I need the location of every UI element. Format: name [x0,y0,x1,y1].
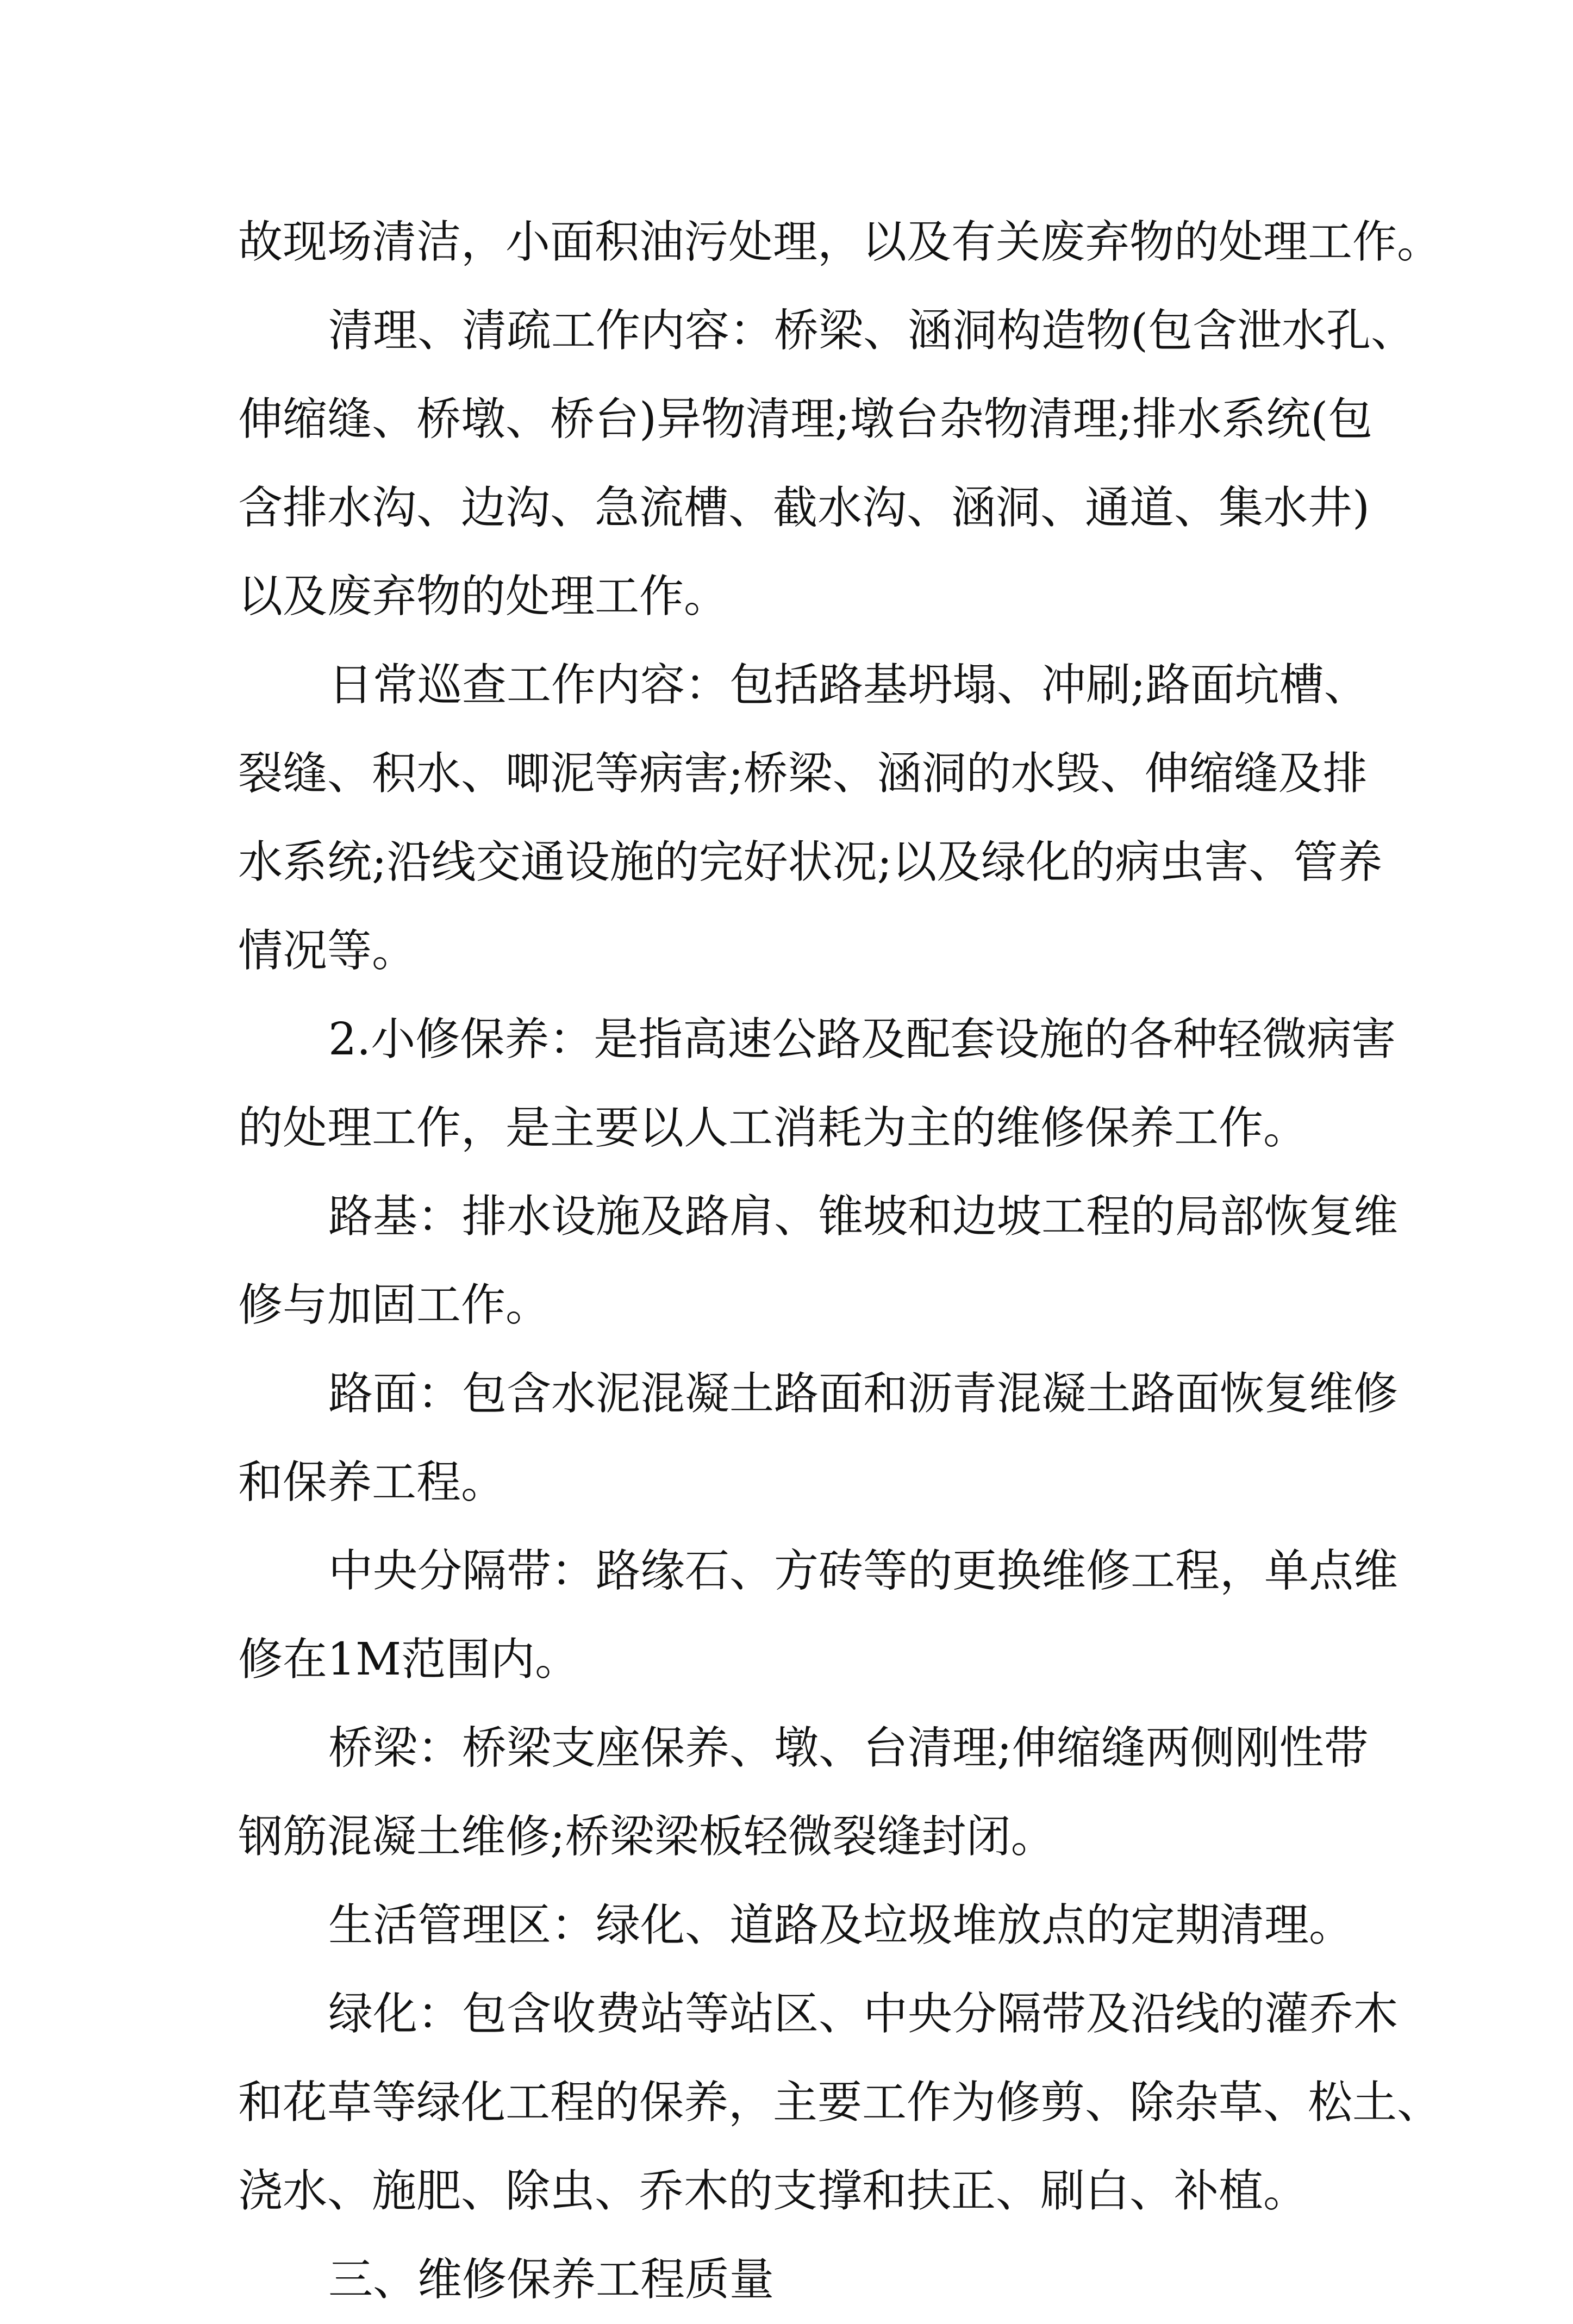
text-line: 裂缝、积水、唧泥等病害;桥梁、涵洞的水毁、伸缩缝及排 [238,748,1368,799]
text-line: 以及废弃物的处理工作。 [238,571,729,622]
text-line: 和保养工程。 [238,1457,506,1508]
section-heading: 三、维修保养工程质量 [328,2254,775,2306]
text-line: 修在1M范围内。 [238,1634,580,1685]
text-line: 情况等。 [238,925,417,977]
text-line: 含排水沟、边沟、急流槽、截水沟、涵洞、通道、集水井) [238,482,1370,534]
paragraph-first-line: 生活管理区：绿化、道路及垃圾堆放点的定期清理。 [328,1900,1354,1951]
paragraph-first-line: 日常巡查工作内容：包括路基坍塌、冲刷;路面坑槽、 [328,659,1369,711]
body-text [238,198,1442,2324]
paragraph-first-line: 中央分隔带：路缘石、方砖等的更换维修工程，单点维 [328,1545,1399,1597]
paragraph-first-line: 桥梁：桥梁支座保养、墩、台清理;伸缩缝两侧刚性带 [328,1722,1369,1774]
text-line: 的处理工作，是主要以人工消耗为主的维修保养工作。 [238,1102,1308,1154]
paragraph-first-line: 路基：排水设施及路肩、锥坡和边坡工程的局部恢复维 [328,1191,1399,1242]
paragraph-first-line: 绿化：包含收费站等站区、中央分隔带及沿线的灌乔木 [328,1988,1399,2040]
paragraph-first-line: 清理、清疏工作内容：桥梁、涵洞构造物(包含泄水孔、 [328,305,1415,357]
text-line: 故现场清洁，小面积油污处理，以及有关废弃物的处理工作。 [238,216,1442,268]
text-line: 伸缩缝、桥墩、桥台)异物清理;墩台杂物清理;排水系统(包 [238,393,1373,445]
text-line: 修与加固工作。 [238,1279,551,1331]
text-line: 和花草等绿化工程的保养，主要工作为修剪、除杂草、松土、 [238,2077,1442,2128]
text-line: 水系统;沿线交通设施的完好状况;以及绿化的病虫害、管养 [238,836,1383,888]
text-line: 钢筋混凝土维修;桥梁梁板轻微裂缝封闭。 [238,1811,1056,1863]
paragraph-first-line: 路面：包含水泥混凝土路面和沥青混凝土路面恢复维修 [328,1368,1399,1420]
paragraph-first-line: 2.小修保养：是指高速公路及配套设施的各种轻微病害 [328,1014,1396,1065]
text-line: 浇水、施肥、除虫、乔木的支撑和扶正、刷白、补植。 [238,2165,1308,2217]
